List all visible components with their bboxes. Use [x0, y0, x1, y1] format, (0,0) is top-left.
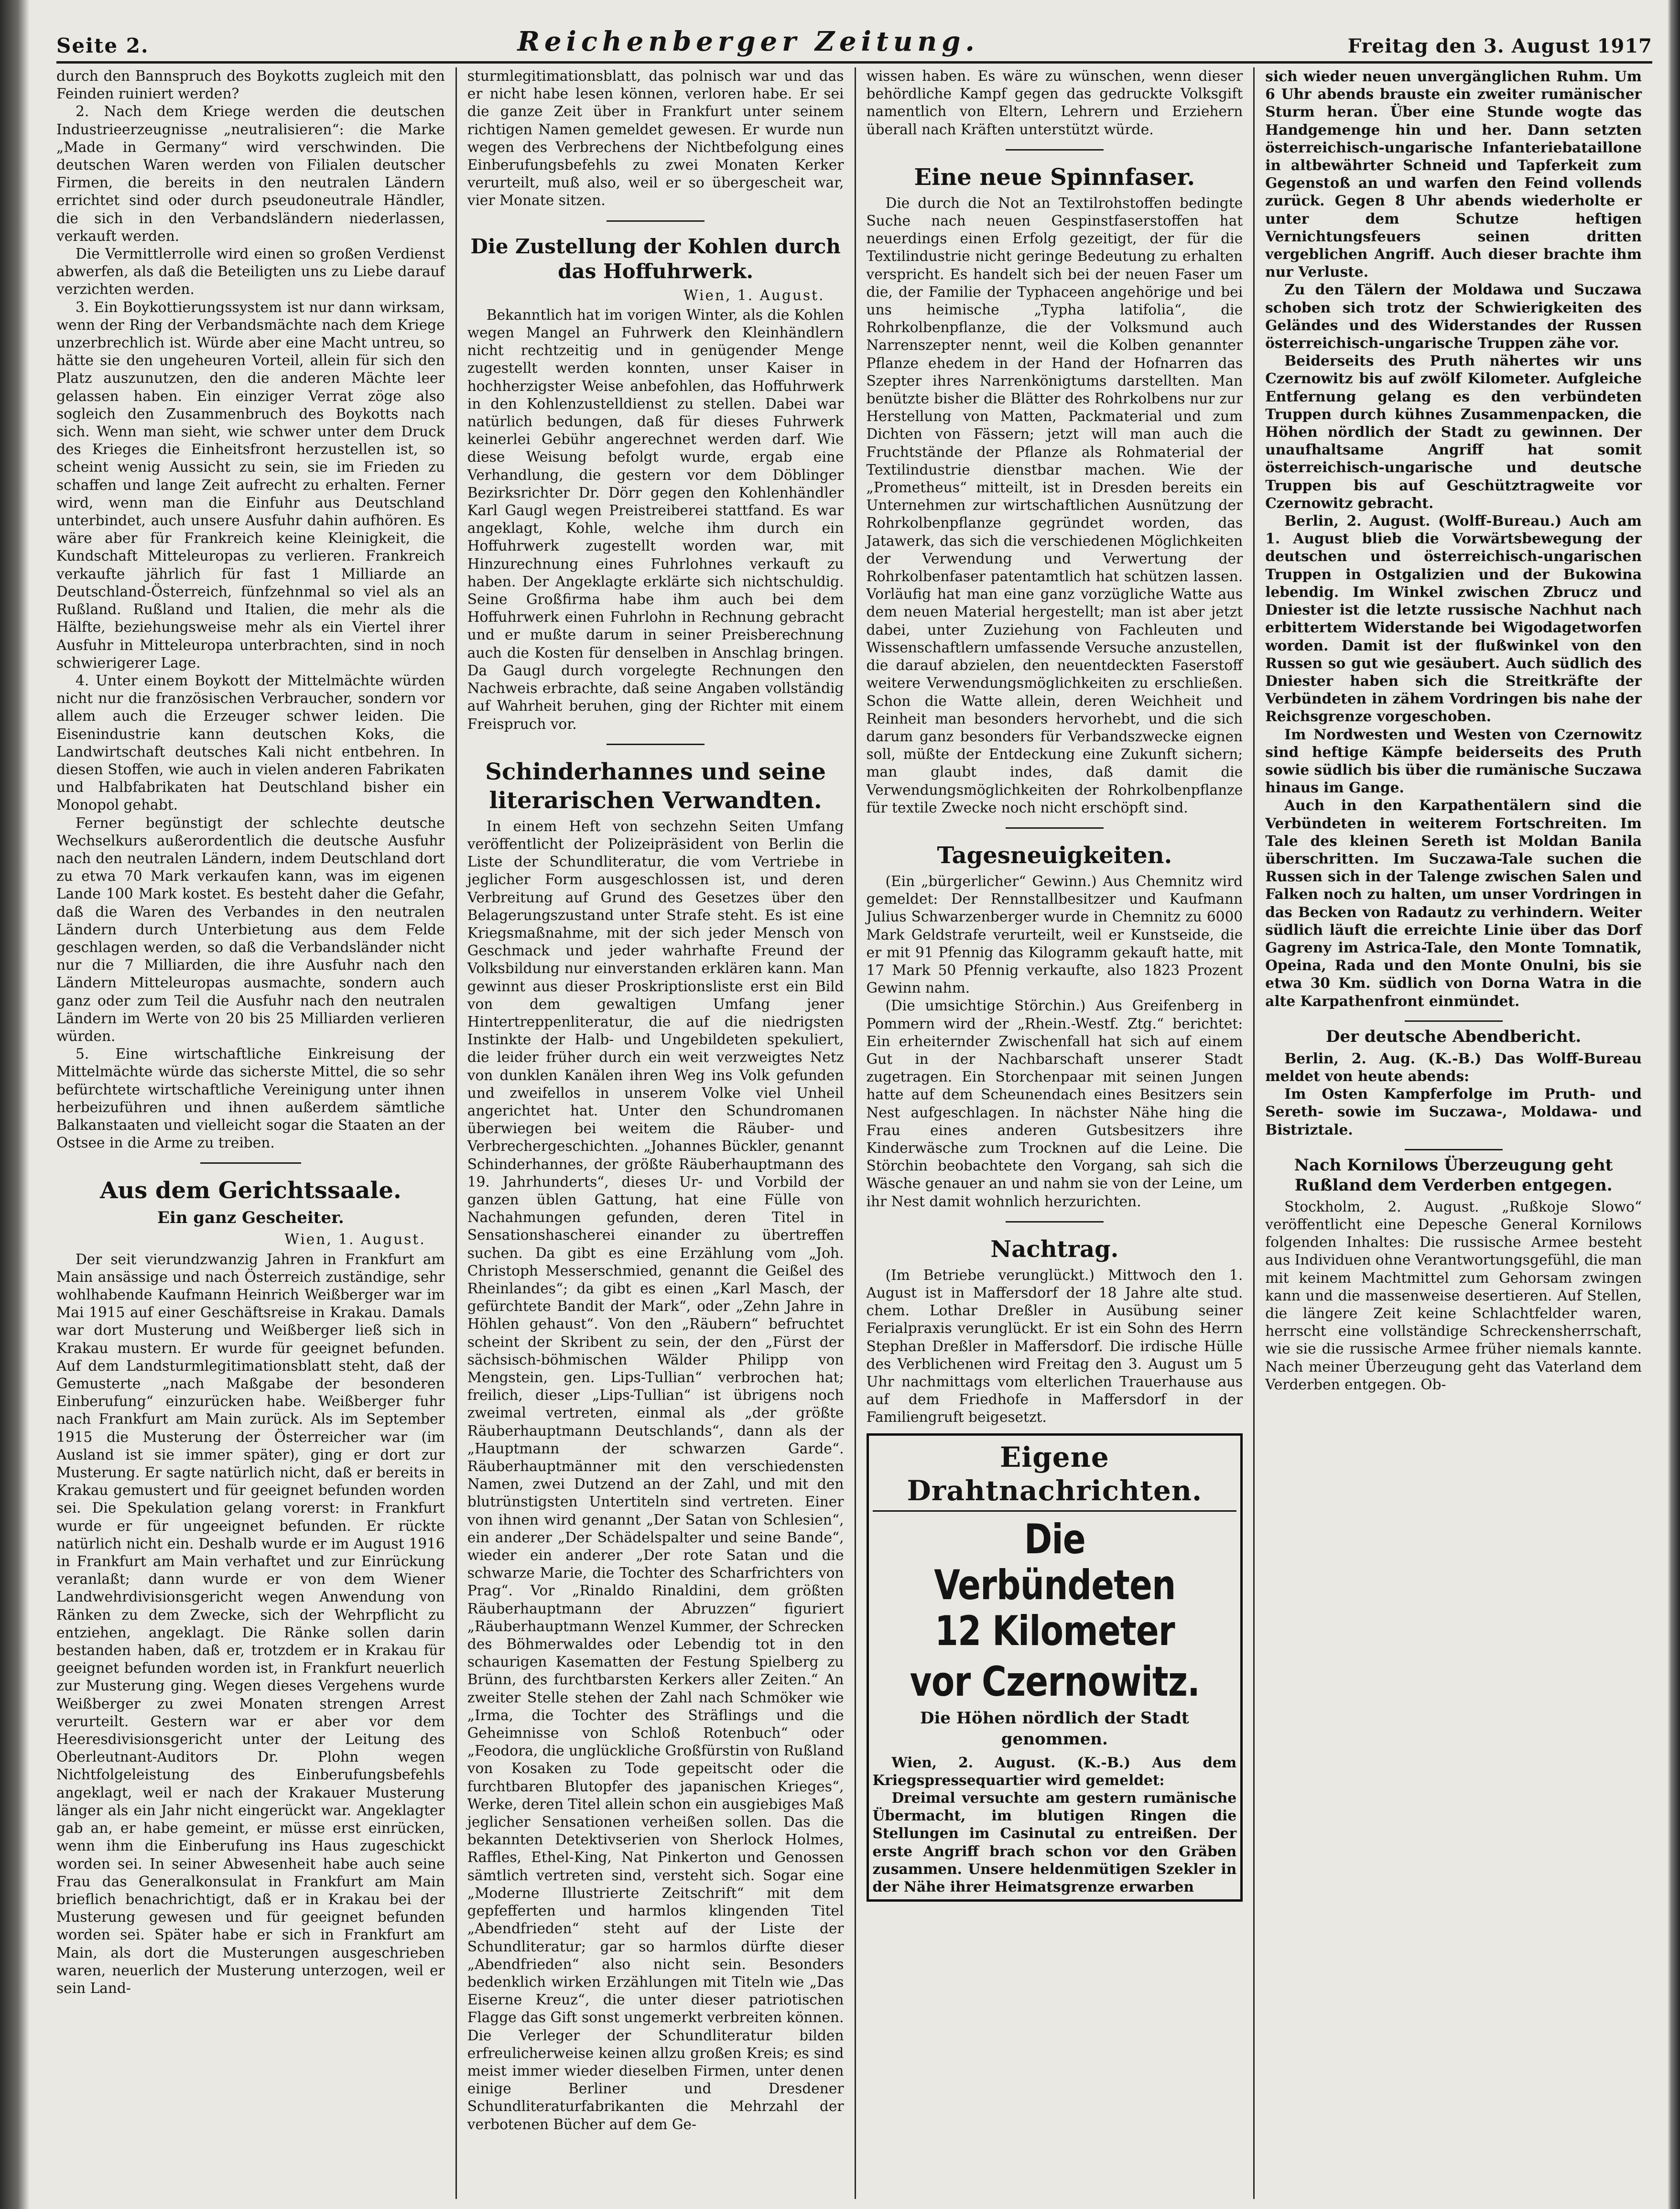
article-paragraph: 3. Ein Boykottierungssystem ist nur dann wirksam, wenn der Ring der Verbandsmächte nach dem Kriege unzerbrechlich ist. Würde aber eine Macht untreu, so hätte sie den ungeheuren Vorteil, allein für sich den Platz auszunutzen, den die anderen Mächte leer gelassen haben. Ein einziger Verrat zöge also sogleich den Zusammenbruch des Boykotts nach sich. Wenn man sieht, wie schwer unter dem Druck des Krieges die Einheitsfront herzustellen ist, so scheint wenig Aussicht zu sein, sie im Frieden zu schaffen und lange Zeit aufrecht zu erhalten. Ferner wird, wenn man die Einfuhr aus Deutschland unterbindet, auch unsere Ausfuhr dahin aufhören. Es wäre aber für Frankreich keine Kleinigkeit, die Kundschaft Mitteleuropas zu verlieren. Frankreich verkaufte jährlich für fast 1 Milliarde an Deutschland-Österreich, fünfzehnmal so viel als an Rußland. Rußland und Italien, die mehr als die Hälfte, beziehungsweise mehr als ein Viertel ihrer Ausfuhr in Mitteleuropa unterbrachten, sind in noch schwierigerer Lage. — [56, 299, 445, 671]
section-divider — [607, 744, 705, 745]
article-paragraph: Die Vermittlerrolle wird einen so großen Verdienst abwerfen, als daß die Beteiligten uns zu Liebe darauf verzichten werden. — [56, 246, 445, 298]
issue-date: Freitag den 3. August 1917 — [1347, 35, 1652, 57]
headline-banner-line-1: Die Verbündeten 12 Kilometer — [933, 1515, 1175, 1655]
heading-tagesneuigkeiten: Tagesneuigkeiten. — [937, 842, 1172, 869]
dateline: Wien, 1. August. — [683, 287, 825, 303]
section-divider — [1006, 149, 1104, 151]
heading-kornilow: Nach Kornilows Überzeugung geht Rußland dem Verderben entgegen. — [1294, 1155, 1613, 1195]
heading-spinnfaser: Eine neue Spinnfaser. — [914, 163, 1195, 191]
article-paragraph: Im Osten Kampferfolge im Pruth- und Sereth- sowie im Suczawa-, Moldawa- und Bistriztale. — [1265, 1085, 1642, 1138]
heading-kohlen: Die Zustellung der Kohlen durch das Hoffuhrwerk. — [470, 234, 841, 283]
section-divider — [1405, 1149, 1503, 1150]
column-2 — [455, 67, 855, 2199]
article-paragraph: Wien, 2. August. (K.-B.) Aus dem Kriegspressequartier wird gemeldet: — [872, 1754, 1237, 1788]
headline-subtitle: Die Höhen nördlich der Stadt genommen. — [920, 1708, 1189, 1749]
article-paragraph: In einem Heft von sechzehn Seiten Umfang veröffentlicht der Polizeipräsident von Berlin die Liste der Schundliteratur, die vom Vertriebe in jeglicher Form ausgeschlossen ist, und deren Verbreitung auf Grund des Gesetzes über den Belagerungszustand unter Strafe steht. Es ist eine Kriegsmaßnahme, mit der sich jeder Mensch von Geschmack und jeder wahrhafte Freund der Volksbildung nur einverstanden erklären kann. Man gewinnt aus dieser Proskriptionsliste erst ein Bild von dem gewaltigen Umfang jener Hintertreppenliteratur, die auf die niedrigsten Instinkte der Halb- und Ungebildeten spekuliert, die leider früher durch ein weit verzweigtes Netz von dunklen Kanälen ihren Weg ins Volk gefunden und zweifellos in unserem Volke viel Unheil angerichtet hat. Unter den Schundromanen überwiegen bei weitem die Räuber- und Verbrechergeschichten. „Johannes Bückler, genannt Schinderhannes, der größte Räuberhauptmann des 19. Jahrhunderts“, dieses Ur- und Vorbild der ganzen üblen Gattung, hat eine Fülle von Nachahmungen gefunden, deren Titel in Sensationshascherei einander zu übertreffen suchen. Da gibt es eine Erzählung vom „Joh. Christoph Messerschmied, genannt die Geißel des Rheinlandes“; da gibt es einen „Karl Masch, der gefürchtete Bandit der Mark“, oder „Zehn Jahre in Höhlen gehaust“. Von den „Räubern“ befruchtet scheint der Skribent zu sein, der den „Fürst der sächsisch-böhmischen Wälder Philipp von Mengstein, gen. Lips-Tullian“ verbrochen hat; freilich, dieser „Lips-Tullian“ ist übrigens noch zweimal vertreten, einmal als „der größte Räuberhauptmann Deutschlands“, dann als der „Hauptmann der schwarzen Garde“. Räuberhauptmänner mit den verschiedensten Namen, zwei Dutzend an der Zahl, und mit den blutrünstigsten Untertiteln sind vertreten. Einer von ihnen wird genannt „Der Satan von Schlesien“, ein anderer „Der Schädelspalter und seine Bande“, wieder ein anderer „Der rote Satan und die schwarze Marie, die Tochter des Scharfrichters von Prag“. Vor „Rinaldo Rinaldini, dem größten Räuberhauptmann der Abruzzen“ figuriert „Räuberhauptmann Wenzel Kummer, der Schrecken des Böhmerwaldes oder Lebendig tot in den schaurigen Kasematten der Festung Spielberg zu Brünn, des furchtbarsten Kerkers aller Zeiten.“ An zweiter Stelle stehen der Zahl nach Schmöker wie „Irma, die Tochter des Sträflings und die Geheimnisse von Schloß Rotenbuch“ oder „Feodora, die unglückliche Großfürstin von Rußland von Kosaken zu Tode gepeitscht oder die furchtbaren Blutopfer des japanischen Krieges“, Werke, deren Titel allein schon ein ausgiebiges Maß jeglicher Sensationen verheißen sollen. Das die bekannten Detektivserien von Sherlock Holmes, Raffles, Ethel-King, Nat Pinkerton und Genossen sämtlich vertreten sind, versteht sich. Sogar eine „Moderne Illustrierte Zeitschrift“ mit dem gepfefferten und harmlos klingenden Titel „Abendfrieden“ steht auf der Liste der Schundliteratur; gar so harmlos dürfte dieser „Abendfrieden“ also nicht sein. Besonders bedenklich wirken Erzählungen mit Titeln wie „Das Eiserne Kreuz“, die unter dieser patriotischen Flagge das Gift sonst ungemerkt verbreiten können. Die Verleger der Schundliteratur bilden erfreulicherweise keinen allzu großen Kreis; es sind meist immer wieder dieselben Firmen, unter denen einige Berliner und Dresdener Schundliteraturfabrikanten die Mehrzahl der verbotenen Bücher auf dem Ge- — [467, 818, 844, 2133]
section-divider — [1405, 1020, 1503, 1022]
newspaper-title: Reichenberger Zeitung. — [517, 26, 979, 57]
article-paragraph: 2. Nach dem Kriege werden die deutschen Industrieerzeugnisse „neutralisieren“: die Marke „Made in Germany“ wird verschwinden. Die deutschen Waren werden von Filialen deutscher Firmen, die bereits in den neutralen Ländern errichtet sind oder durch pseudoneutrale Händler, die sich in den Verbandsländern niederlassen, verkauft werden. — [56, 103, 445, 244]
section-divider — [1006, 827, 1104, 829]
article-paragraph: Bekanntlich hat im vorigen Winter, als die Kohlen wegen Mangel an Fuhrwerk den Kleinhändlern nicht rechtzeitig und in genügender Menge zugestellt werden konnten, unser Kaiser in hochherzigster Weise anbefohlen, das Hoffuhrwerk in den Kohlenzustelldienst zu stellen. Dabei war natürlich bedungen, daß für dieses Fuhrwerk keinerlei Gebühr angerechnet werden darf. Wie diese Weisung befolgt wurde, ergab eine Verhandlung, die gestern vor dem Döblinger Bezirksrichter Dr. Dörr gegen den Kohlenhändler Karl Gaugl wegen Preistreiberei stattfand. Es war angeklagt, Kohle, welche ihm durch ein Hoffuhrwerk zugestellt worden war, mit Hinzurechnung eines Fuhrlohnes verkauft zu haben. Der Angeklagte erklärte sich nichtschuldig. Seine Großfirma habe ihm auch bei dem Hoffuhrwerk einen Fuhrlohn in Rechnung gebracht und er mußte darum in seiner Preisberechnung auch die Kosten für denselben in Anschlag bringen. Da Gaugl durch vorgelegte Rechnungen den Nachweis erbrachte, daß seine Angaben vollständig auf Wahrheit beruhen, ging der Richter mit einem Freispruch vor. — [467, 306, 844, 732]
article-paragraph: sich wieder neuen unvergänglichen Ruhm. Um 6 Uhr abends brauste ein zweiter rumänischer Sturm heran. Über eine Stunde wogte das Handgemenge hin und her. Dann setzten österreichisch-ungarische Infanteriebataillone in altbewährter Schneid und Tapferkeit zum Gegenstoß an und warfen den Feind vollends zurück. Gegen 8 Uhr abends wiederholte er unter dem Schutze heftigen Vernichtungsfeuers seinen dritten vergeblichen Angriff. Auch dieser brachte ihm nur Verluste. — [1265, 68, 1642, 281]
heading-schinderhannes: Schinderhannes und seine literarischen Verwandten. — [485, 758, 826, 814]
wire-news-title: Eigene Drahtnachrichten. — [873, 1440, 1237, 1512]
article-paragraph: Zu den Tälern der Moldawa und Suczawa schoben sich trotz der Schwierigkeiten des Geländes und des Widerstandes der Russen österreichisch-ungarische Truppen zähe vor. — [1265, 281, 1642, 352]
article-paragraph: Der seit vierundzwanzig Jahren in Frankfurt am Main ansässige und nach Österreich zuständige, sehr wohlhabende Kaufmann Heinrich Weißberger war im Mai 1915 auf einer Geschäftsreise in Krakau. Damals war dort Musterung und Weißberger ließ sich in Krakau mustern. Er wurde für geeignet befunden. Auf dem Landsturmlegitimationsblatt steht, daß der Gemusterte „nach Maßgabe der besonderen Einberufung“ einzurücken habe. Weißberger fuhr nach Frankfurt am Main zurück. Als im September 1915 die Musterung der Österreicher war (im Ausland ist sie immer später), ging er dort zur Musterung. Er sagte natürlich nicht, daß er bereits in Krakau gemustert und für geeignet befunden worden sei. Die Spekulation gelang vorerst: in Frankfurt wurde er für ungeeignet befunden. Er rückte natürlich nicht ein. Deshalb wurde er im August 1916 in Frankfurt am Main verhaftet und zur Einrückung veranlaßt; dann wurde er von dem Wiener Landwehrdivisionsgericht wegen Anwendung von Ränken zu dem Zwecke, sich der Wehrpflicht zu entziehen, angeklagt. Die Ränke sollen darin bestanden haben, daß er, trotzdem er in Krakau für geeignet befunden worden ist, in Frankfurt neuerlich zur Musterung ging. Wegen dieses Vergehens wurde Weißberger zu zwei Monaten strengen Arrest verurteilt. Gestern war er aber vor dem Heeresdivisionsgericht unter der Leitung des Oberleutnant-Auditors Dr. Plohn wegen Nichtfolgeleistung des Einberufungsbefehls angeklagt, weil er nach der Krakauer Musterung länger als ein Jahr nicht eingerückt war. Angeklagter gab an, er habe gemeint, er müsse erst einrücken, wenn ihm die Einberufung ins Haus zugeschickt worden sei. In seiner Abwesenheit habe auch seine Frau das Generalkonsulat in Frankfurt am Main brieflich benachrichtigt, daß er in Krakau bei der Musterung gewesen und für geeignet befunden worden sei. Später habe er sich in Frankfurt am Main, als dort die Musterungen ausgeschrieben waren, neuerlich der Musterung unterzogen, weil er sein Land- — [56, 1251, 445, 1996]
wire-news-box — [867, 1433, 1243, 1902]
article-paragraph: durch den Bannspruch des Boykotts zugleich mit den Feinden ruiniert werden? — [56, 68, 445, 102]
article-paragraph: Berlin, 2. Aug. (K.-B.) Das Wolff-Bureau meldet von heute abends: — [1265, 1050, 1642, 1084]
article-paragraph: 5. Eine wirtschaftliche Einkreisung der Mittelmächte würde das sicherste Mittel, die so sehr befürchtete wirtschaftliche Vereinigung unter ihnen herbeizuführen und ihnen außerdem sämtliche Balkanstaaten und vielleicht sogar die Staaten an der Ostsee in die Arme zu treiben. — [56, 1046, 445, 1151]
article-paragraph: (Ein „bürgerlicher“ Gewinn.) Aus Chemnitz wird gemeldet: Der Rennstallbesitzer und Kaufmann Julius Schwarzenberger wurde in Chemnitz zu 6000 Mark Geldstrafe verurteilt, weil er Kunstseide, die er mit 91 Pfennig das Kilogramm gekauft hatte, mit 17 Mark 50 Pfennig verkaufte, also 1823 Prozent Gewinn nahm. — [866, 873, 1243, 996]
dateline: Wien, 1. August. — [284, 1231, 426, 1248]
headline-banner-line-2: vor Czernowitz. — [910, 1657, 1200, 1706]
article-paragraph: wissen haben. Es wäre zu wünschen, wenn dieser behördliche Kampf gegen das gedruckte Volksgift namentlich von Eltern, Lehrern und Erziehern überall nach Kräften unterstützt würde. — [866, 68, 1243, 138]
article-paragraph: (Im Betriebe verunglückt.) Mittwoch den 1. August ist in Maffersdorf der 18 Jahre alte stud. chem. Lothar Dreßler in Ausübung seiner Ferialpraxis verunglückt. Er ist ein Sohn des Herrn Stephan Dreßler in Maffersdorf. Die irdische Hülle des Verblichenen wird Freitag den 3. August um 5 Uhr nachmittags vom elterlichen Trauerhause aus auf dem Friedhofe in Maffersdorf in der Familiengruft beigesetzt. — [866, 1267, 1243, 1426]
article-paragraph: Dreimal versuchte am gestern rumänische Übermacht, im blutigen Ringen die Stellungen im Casinutal zu entreißen. Der erste Angriff brach schon vor den Gräben zusammen. Unsere heldenmütigen Szekler in der Nähe ihrer Heimatsgrenze erwarben — [872, 1789, 1237, 1895]
article-paragraph: Auch in den Karpathentälern sind die Verbündeten in weiterem Fortschreiten. Im Tale des kleinen Sereth ist Moldan Banila überschritten. Im Suczawa-Tale suchen die Russen sich in der Talenge zwischen Salen und Falken noch zu halten, um unser Vordringen in das Becken von Radautz zu verhindern. Weiter südlich läuft die erreichte Linie über das Dorf Gagreny im Astrica-Tale, den Monte Tomnatik, Opeina, Rada und den Monte Onulni, bis sie etwa 30 Km. südlich von Dorna Watra in die alte Karpathenfront einmündet. — [1265, 797, 1642, 1009]
article-paragraph: Berlin, 2. August. (Wolff-Bureau.) Auch am 1. August blieb die Vorwärtsbewegung der deutschen und österreichisch-ungarischen Truppen in Ostgalizien und der Bukowina lebendig. Im Winkel zwischen Zbrucz und Dniester ist die letzte russische Nachhut nach erbittertem Widerstande bei Wigodagetworfen worden. Damit ist der flußwinkel von den Russen so gut wie gesäubert. Auch südlich des Dniester haben sich die Streitkräfte der Verbündeten in zähem Vordringen bis nahe der Reichsgrenze vorgeschoben. — [1265, 512, 1642, 725]
column-1 — [56, 67, 455, 2199]
columns — [56, 67, 1652, 2199]
section-divider — [200, 1162, 301, 1164]
article-paragraph: (Die umsichtige Störchin.) Aus Greifenberg in Pommern wird der „Rhein.-Westf. Ztg.“ berichtet: Ein erheiternder Zwischenfall hat sich auf einem Gut in der Nachbarschaft unserer Stadt zugetragen. Ein Storchenpaar mit seinen Jungen hatte auf dem Scheunendach eines Besitzers sein Nest aufgeschlagen. In nächster Nähe hing die Frau eines anderen Gutsbesitzers ihre Kinderwäsche zum Trocknen auf die Leine. Die Störchin beobachtete den Vorgang, sah sich die Wäsche genauer an und nahm sie von der Leine, um ihr Nest damit wohnlich herzurichten. — [866, 997, 1243, 1210]
page-label: Seite 2. — [56, 34, 149, 57]
article-paragraph: 4. Unter einem Boykott der Mittelmächte würden nicht nur die französischen Verbraucher, sondern vor allem auch die Erzeuger schwer leiden. Die Eisenindustrie kann deutschen Koks, die Landwirtschaft deutsches Kali nicht entbehren. In diesen Stoffen, wie auch in vielen anderen Fabrikaten und Halbfabrikaten hat Deutschland bisher ein Monopol gehabt. — [56, 672, 445, 813]
heading-abendbericht: Der deutsche Abendbericht. — [1326, 1027, 1582, 1046]
column-4 — [1253, 67, 1652, 2199]
article-paragraph: Im Nordwesten und Westen von Czernowitz sind heftige Kämpfe beiderseits des Pruth sowie südlich bis über die rumänische Suczawa hinaus im Gange. — [1265, 726, 1642, 796]
section-divider — [607, 220, 705, 222]
article-paragraph: sturmlegitimationsblatt, das polnisch war und das er nicht habe lesen können, verloren habe. Er sei die ganze Zeit über in Frankfurt unter seinem richtigen Namen gemeldet gewesen. Er wurde nun wegen des Verbrechens der Nichtbefolgung eines Einberufungsbefehls zu zwei Monaten Kerker verurteilt, muß also, weil er so übergescheit war, vier Monate sitzen. — [467, 68, 844, 209]
article-paragraph: Beiderseits des Pruth nähertes wir uns Czernowitz bis auf zwölf Kilometer. Aufgleiche Entfernung gelang es den verbündeten Truppen durch kühnes Zusammenpacken, die Höhen nördlich der Stadt zu gewinnen. Der unaufhaltsame Angriff hat somit österreichisch-ungarische und deutsche Truppen bis auf Geschütztragweite vor Czernowitz gebracht. — [1265, 352, 1642, 511]
column-3 — [855, 67, 1254, 2199]
heading-gerichtssaale: Aus dem Gerichtssaale. — [100, 1177, 401, 1204]
heading-nachtrag: Nachtrag. — [990, 1235, 1119, 1263]
article-paragraph: Die durch die Not an Textilrohstoffen bedingte Suche nach neuen Gespinstfaserstoffen hat neuerdings einen Erfolg gezeitigt, der für die Textilindustrie nicht geringe Bedeutung zu erhalten verspricht. Es handelt sich bei der neuen Faser um die, der Familie der Typhaceen angehörige und bei uns heimische „Typha latifolia“, die Rohrkolbenpflanze, die der Volksmund auch Narrenszepter nennt, weil die Kolben genannter Pflanze ehedem in der Hand der Hofnarren das Szepter ihres Narrenkönigtums darstellten. Man benützte bisher die Blätter des Rohrkolbens nur zur Herstellung von Matten, Packmaterial und zum Dichten von Fässern; jetzt will man auch die Fruchtstände der Pflanze als Rohmaterial der Textilindustrie dienstbar machen. Wie der „Prometheus“ mitteilt, ist in Dresden bereits ein Unternehmen zur wirtschaftlichen Ausnützung der Rohrkolbenpflanze gegründet worden, das Jatawerk, das sich die verschiedenen Möglichkeiten der Verwendung und Verwertung der Rohrkolbenfaser patentamtlich hat schützen lassen. Vorläufig hat man eine ganz vorzügliche Watte aus dem neuen Material hergestellt; man ist aber jetzt dabei, unter Zuziehung von Fachleuten und Wissenschaftlern umfassende Versuche anzustellen, die darauf abzielen, den neuentdeckten Faserstoff weitere Verwendungsmöglichkeiten zu erschließen. Schon die Watte allein, deren Weichheit und Reinheit man besonders hervorhebt, und die sich darum ganz besonders für Verbandszwecke eignen soll, müßte der Entdeckung eine Zukunft sichern; man glaubt indes, daß damit die Verwendungsmöglichkeiten der Rohrkolbenpflanze für textile Zwecke noch nicht erschöpft sind. — [866, 195, 1243, 816]
masthead — [56, 19, 1652, 64]
subheading-gescheiter: Ein ganz Gescheiter. — [157, 1208, 344, 1228]
section-divider — [1006, 1221, 1104, 1223]
article-paragraph: Ferner begünstigt der schlechte deutsche Wechselkurs außerordentlich die deutsche Ausfuhr nach den neutralen Ländern, indem Deutschland dort zu etwa 70 Mark verkaufen kann, was im eigenen Lande 100 Mark kostet. Es besteht daher die Gefahr, daß die Waren des Verbandes in den neutralen Ländern durch Unterbietung aus dem Felde geschlagen werden, so daß die Verbandsländer nicht nur die 7 Milliarden, die ihre Ausfuhr nach den Ländern Mitteleuropas ausmachte, sondern auch ganz oder zum Teil die Ausfuhr nach den neutralen Ländern im Werte von 20 bis 25 Milliarden verlieren würden. — [56, 814, 445, 1044]
article-paragraph: Stockholm, 2. August. „Rußkoje Slowo“ veröffentlicht eine Depesche General Kornilows folgenden Inhaltes: Die russische Armee besteht aus Individuen ohne Verantwortungsgefühl, die man mit keinem Machtmittel zum Gehorsam zwingen kann und die massenweise desertieren. Auf Stellen, die längere Zeit keine Schlachtfelder waren, herrscht eine vollständige Schreckensherrschaft, wie sie die russische Armee früher niemals kannte. Nach meiner Überzeugung geht das Vaterland dem Verderben entgegen. Ob- — [1265, 1198, 1642, 1393]
